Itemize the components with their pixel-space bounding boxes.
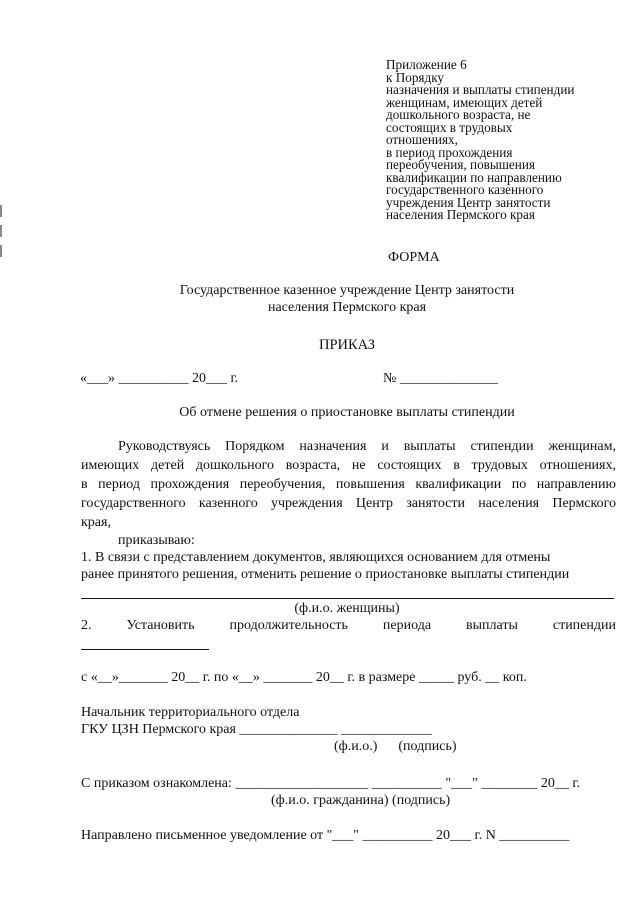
preamble-line [81, 496, 616, 512]
order-number-field[interactable]: № ______________ [383, 371, 498, 386]
preamble-text: Руководствуясь Порядком назначения и выплаты стипендии женщинам, [118, 439, 616, 454]
margin-mark [0, 205, 2, 217]
preamble-text: в период прохождения переобучения, повышения квалификации по направлению [81, 477, 616, 492]
preamble-text: государственного казенного учреждения Центр занятости населения Пермского [81, 496, 616, 511]
preamble-text: имеющих детей дошкольного возраста, не состоящих в трудовых отношениях, [81, 458, 616, 473]
appendix-line: в период прохождения [386, 144, 513, 160]
appendix-line: состоящих в трудовых [386, 119, 513, 135]
appendix-line: переобучения, повышения [386, 157, 535, 172]
acquainted-field[interactable]: С приказом ознакомлена: ___________________ __________ "___" ________ 20__ г. [81, 776, 580, 791]
appendix-line: женщинам, имеющих детей [386, 94, 543, 110]
signature-field[interactable]: ГКУ ЦЗН Пермского края ______________ _____________ [81, 722, 432, 737]
appendix-line: государственного казенного [386, 182, 544, 197]
order-date-field[interactable]: «___» __________ 20___ г. [80, 371, 239, 386]
woman-name-field[interactable] [81, 598, 614, 599]
organization-name-line1: Государственное казенное учреждение Центр занятости [179, 283, 515, 298]
order-word: приказываю: [118, 533, 195, 548]
preamble-line [81, 477, 616, 493]
item1-line1: 1. В связи с представлением документов, являющихся основанием для отмены [81, 550, 551, 565]
woman-name-caption: (ф.и.о. женщины) [294, 601, 400, 616]
order-title: ПРИКАЗ [318, 337, 376, 353]
item2-line [81, 618, 616, 634]
item2-number: 2. [81, 618, 92, 633]
signature-caption: (ф.и.о.) (подпись) [334, 739, 457, 754]
appendix-line: назначения и выплаты стипендии [386, 82, 575, 97]
preamble-line [81, 439, 616, 455]
appendix-line: квалификации по направлению [386, 169, 562, 185]
margin-mark [0, 225, 2, 237]
appendix-line: дошкольного возраста, не [386, 107, 531, 122]
preamble-line [81, 458, 616, 474]
appendix-header [386, 59, 574, 222]
appendix-line: к Порядку [386, 69, 445, 85]
appendix-line: Приложение 6 [386, 57, 467, 72]
appendix-line: отношениях, [386, 132, 458, 147]
organization-name-line2: населения Пермского края [267, 300, 427, 315]
appendix-line: учреждения Центр занятости [386, 194, 551, 210]
margin-mark [0, 245, 2, 257]
item2-word: периода [382, 618, 432, 633]
item2-word: выплаты [466, 618, 518, 633]
preamble-line: края, [81, 515, 111, 530]
item2-word: стипендии [552, 618, 616, 633]
acquainted-caption: (ф.и.о. гражданина) (подпись) [271, 793, 451, 808]
item1-line2: ранее принятого решения, отменить решение о приостановке выплаты стипендии [81, 567, 570, 582]
form-label: ФОРМА [388, 250, 440, 265]
notice-field[interactable]: Направлено письменное уведомление от "___" __________ 20___ г. N __________ [81, 828, 570, 843]
recipient-field[interactable] [81, 649, 209, 650]
order-subject: Об отмене решения о приостановке выплаты стипендии [179, 405, 515, 420]
payment-period-field[interactable]: с «__»_______ 20__ г. по «__» _______ 20__ г. в размере _____ руб. __ коп. [81, 670, 527, 685]
appendix-line: населения Пермского края [386, 207, 535, 222]
item2-word: Установить [126, 618, 195, 633]
item2-word: продолжительность [229, 618, 348, 633]
head-title-line1: Начальник территориального отдела [81, 705, 300, 720]
